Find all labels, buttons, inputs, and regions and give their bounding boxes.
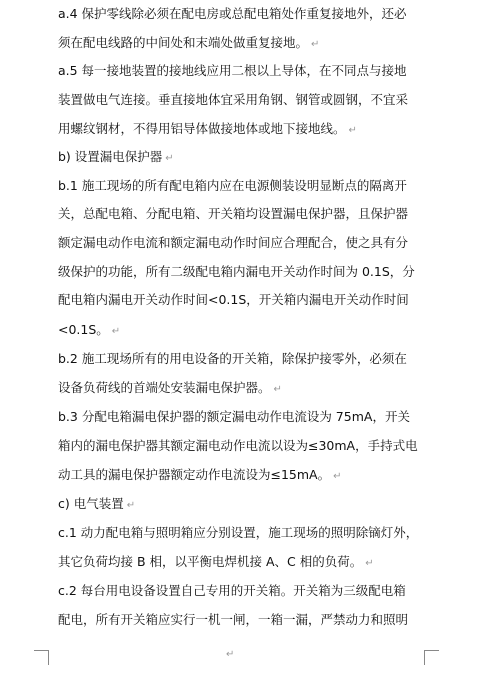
text-line bbox=[0, 322, 482, 340]
line-text: c.1 动力配电箱与照明箱应分别设置，施工现场的照明除镝灯外， bbox=[58, 525, 419, 540]
paragraph-mark: ↵ bbox=[126, 500, 136, 511]
paragraph-mark: ↵ bbox=[273, 384, 282, 395]
text-line bbox=[0, 178, 482, 194]
text-line bbox=[0, 121, 482, 139]
paragraph-mark: ↵ bbox=[111, 326, 121, 337]
line-text: 须在配电线路的中间处和末端处做重复接地。 bbox=[58, 35, 309, 50]
line-text: 级保护的功能，所有二级配电箱内漏电开关动作时间为 0.1S，分 bbox=[58, 264, 415, 279]
text-line bbox=[0, 438, 482, 454]
line-text: a.5 每一接地装置的接地线应用二根以上导体，在不同点与接地 bbox=[58, 63, 407, 78]
text-line bbox=[0, 292, 482, 308]
paragraph-mark: ↵ bbox=[311, 39, 320, 50]
line-text: <0.1S。 bbox=[58, 322, 109, 337]
paragraph-mark: ↵ bbox=[226, 649, 235, 660]
paragraph-mark: ↵ bbox=[333, 471, 342, 482]
text-line bbox=[0, 351, 482, 367]
text-line bbox=[0, 235, 482, 251]
line-text: a.4 保护零线除必须在配电房或总配电箱处作重复接地外，还必 bbox=[58, 6, 407, 21]
text-line bbox=[0, 525, 482, 541]
text-line bbox=[0, 467, 482, 485]
text-line bbox=[0, 6, 482, 22]
paragraph-mark: ↵ bbox=[365, 558, 374, 569]
text-line bbox=[0, 149, 482, 167]
line-text: b) 设置漏电保护器 bbox=[58, 149, 163, 164]
line-text: 装置做电气连接。垂直接地体宜采用角钢、钢管或圆钢，不宜采 bbox=[58, 92, 409, 107]
line-text: 关，总配电箱、分配电箱、开关箱均设置漏电保护器，且保护器 bbox=[58, 206, 409, 221]
line-text: 动工具的漏电保护器额定动作电流设为≤15mA。 bbox=[58, 467, 331, 482]
line-text: 用螺纹钢材，不得用铝导体做接地体或地下接地线。 bbox=[58, 121, 346, 136]
page-corner-bottom-right bbox=[424, 650, 439, 665]
paragraph-mark: ↵ bbox=[348, 125, 357, 136]
line-text: 额定漏电动作电流和额定漏电动作时间应合理配合，使之具有分 bbox=[58, 235, 409, 250]
line-text: 配电箱内漏电开关动作时间<0.1S，开关箱内漏电开关动作时间 bbox=[58, 292, 409, 307]
text-line bbox=[0, 380, 482, 398]
text-line bbox=[0, 554, 482, 572]
text-line bbox=[0, 63, 482, 79]
text-line bbox=[0, 409, 482, 425]
line-text: 配电，所有开关箱应实行一机一闸，一箱一漏，严禁动力和照明 bbox=[58, 612, 409, 627]
text-line bbox=[0, 92, 482, 108]
line-text: 其它负荷均接 B 相，以平衡电焊机接 A、C 相的负荷。 bbox=[58, 554, 363, 569]
text-line bbox=[0, 583, 482, 599]
page-corner-bottom-left bbox=[34, 650, 49, 665]
line-text: b.2 施工现场所有的用电设备的开关箱，除保护接零外，必须在 bbox=[58, 351, 407, 366]
line-text: 箱内的漏电保护器其额定漏电动作电流以设为≤30mA，手持式电 bbox=[58, 438, 418, 453]
paragraph-mark: ↵ bbox=[165, 153, 174, 164]
text-line bbox=[0, 206, 482, 222]
line-text: c) 电气装置 bbox=[58, 496, 124, 511]
text-line bbox=[0, 35, 482, 53]
text-line bbox=[0, 612, 482, 628]
text-line bbox=[0, 496, 482, 514]
line-text: c.2 每台用电设备设置自己专用的开关箱。开关箱为三级配电箱 bbox=[58, 583, 406, 598]
line-text: b.3 分配电箱漏电保护器的额定漏电动作电流设为 75mA，开关 bbox=[58, 409, 410, 424]
line-text: b.1 施工现场的所有配电箱内应在电源侧装设明显断点的隔离开 bbox=[58, 178, 407, 193]
line-text: 设备负荷线的首端处安装漏电保护器。 bbox=[58, 380, 271, 395]
text-line bbox=[0, 264, 482, 280]
